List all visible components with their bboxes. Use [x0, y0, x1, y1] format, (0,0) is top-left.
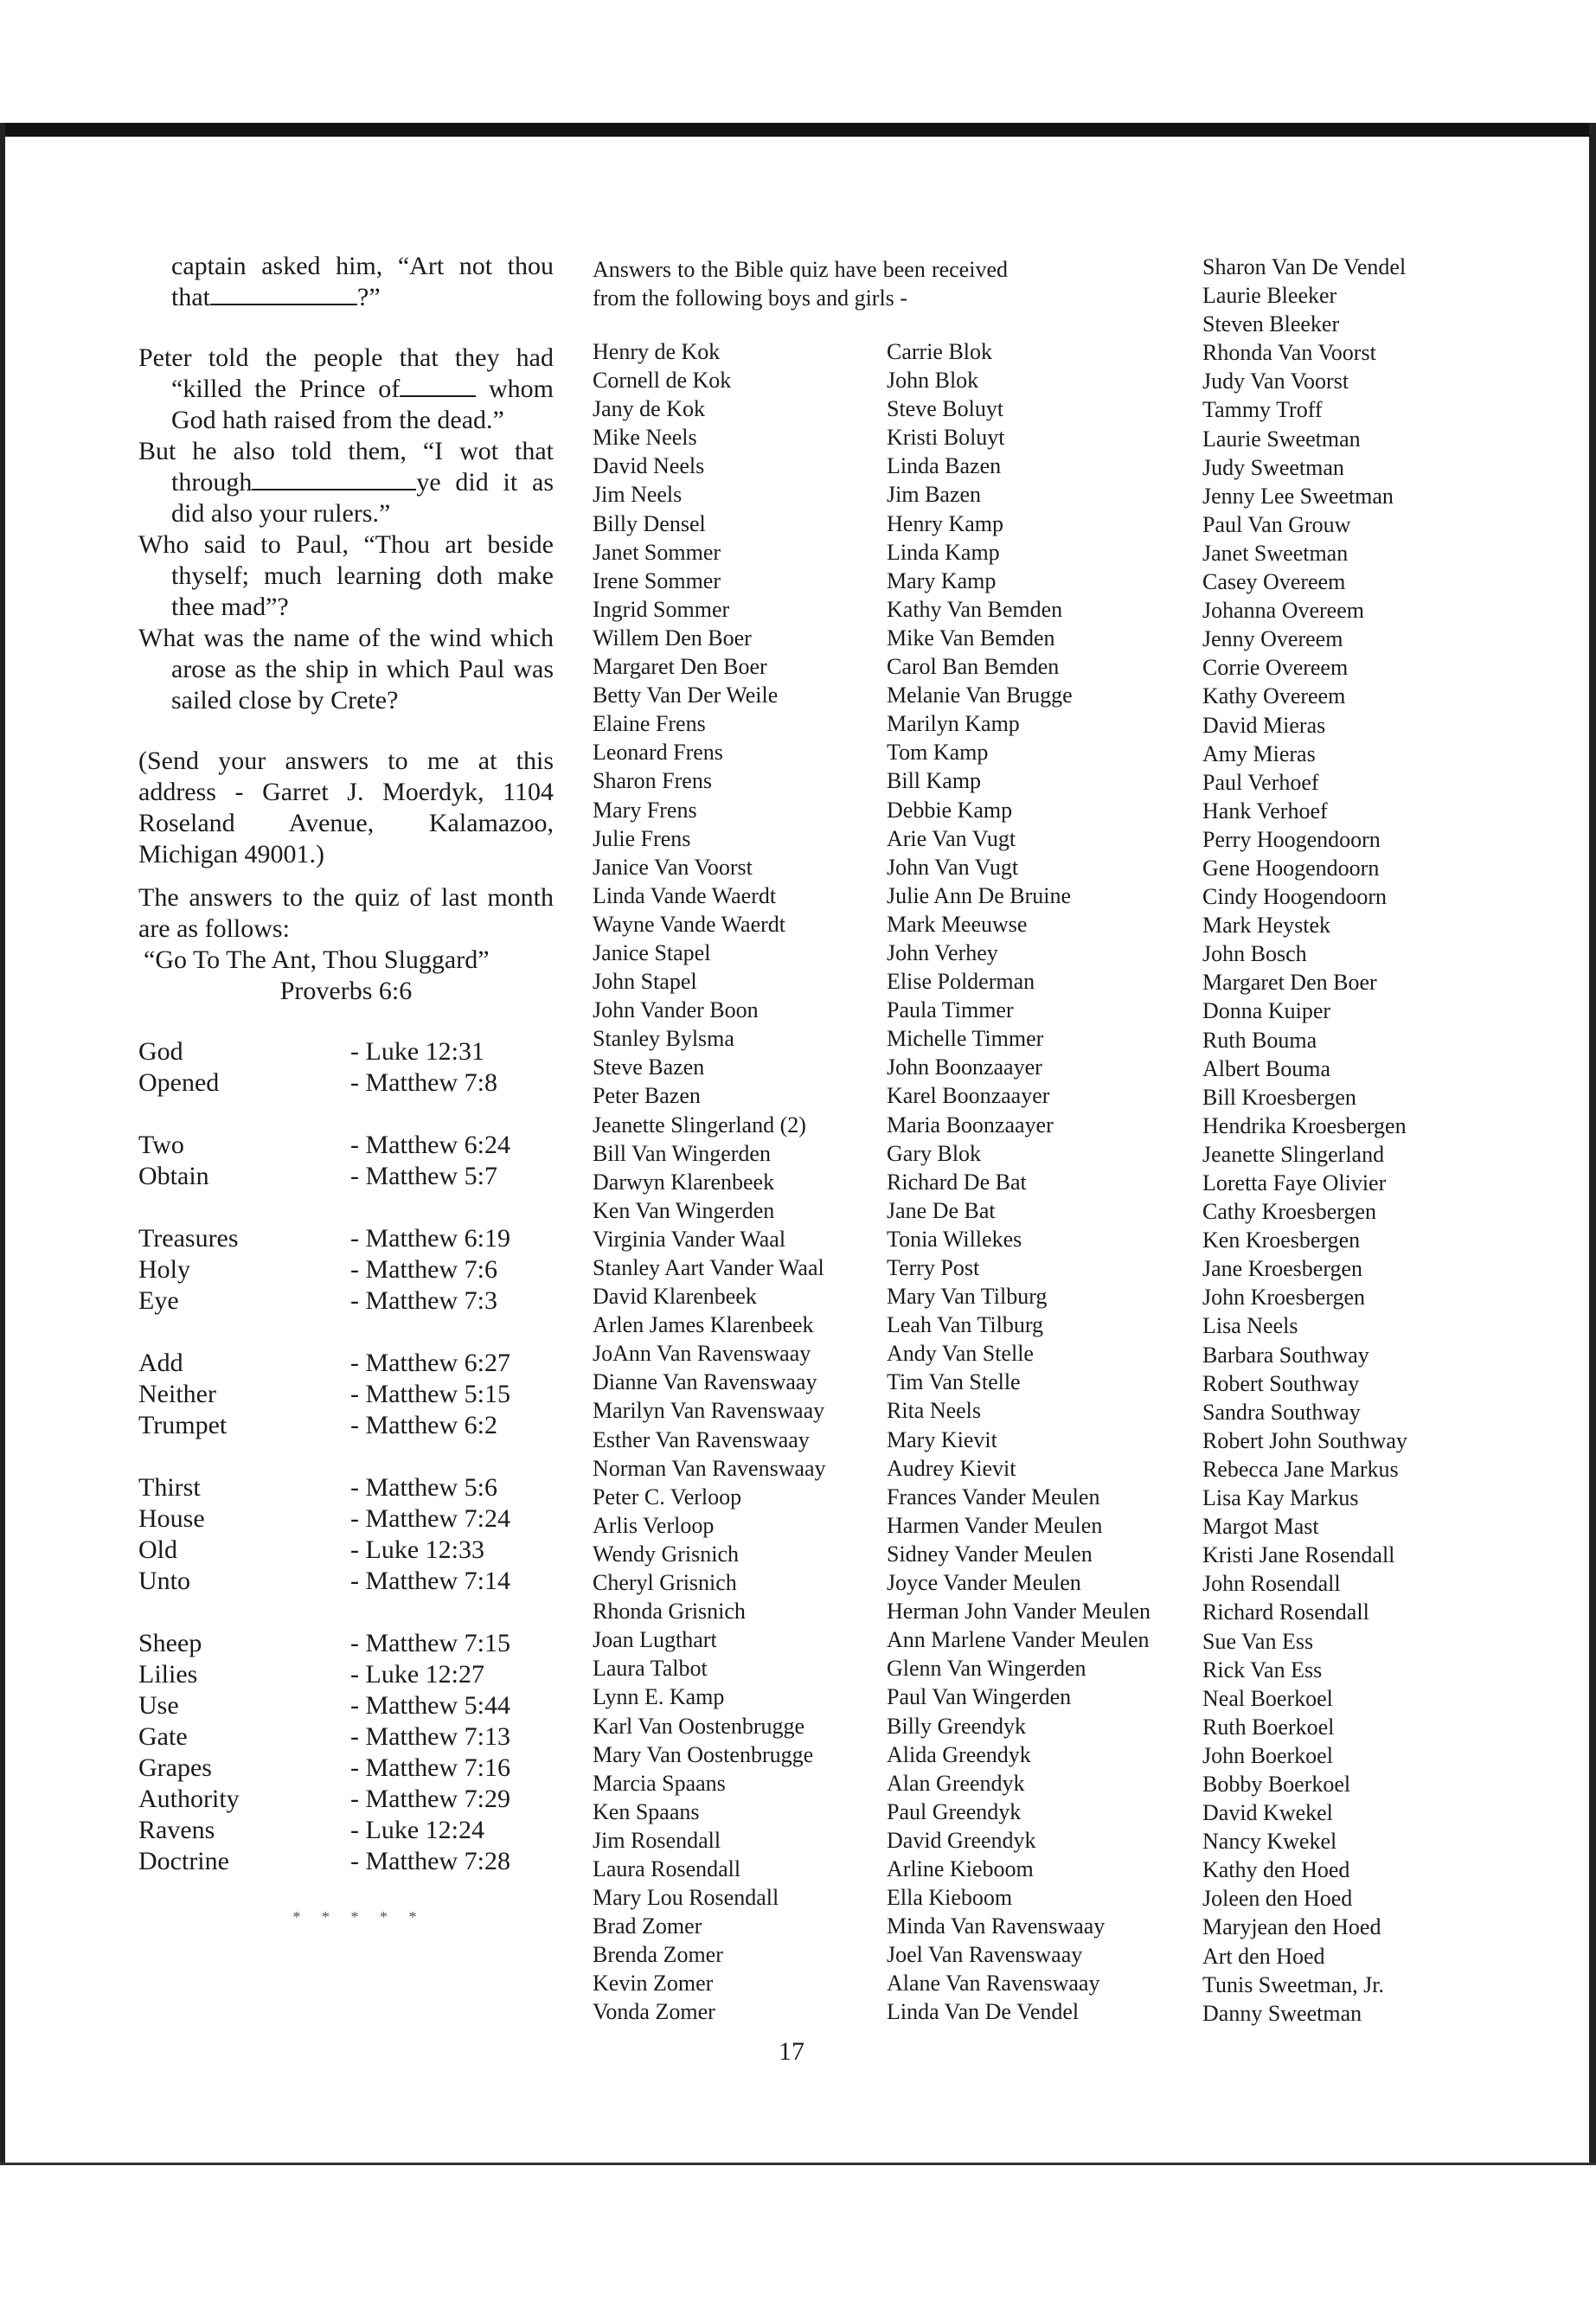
responder-name: Marilyn Kamp — [887, 711, 1020, 737]
responder-name: Joyce Vander Meulen — [887, 1570, 1081, 1596]
answer-row — [138, 1130, 554, 1161]
responder-name: Mary Van Tilburg — [887, 1284, 1048, 1310]
answer-word: Gate — [138, 1722, 188, 1751]
responder-name: Cathy Kroesbergen — [1202, 1199, 1376, 1225]
responder-name: Loretta Faye Olivier — [1202, 1170, 1387, 1195]
responder-name: Mary Kamp — [887, 567, 997, 593]
responder-name: John Stapel — [593, 969, 697, 995]
answer-blank — [252, 468, 416, 490]
responder-name: Corrie Overeem — [1202, 655, 1349, 681]
answer-word: Add — [138, 1349, 183, 1377]
responder-name: Ken Kroesbergen — [1202, 1227, 1361, 1253]
responder-name: Kathy Van Bemden — [887, 596, 1063, 622]
responder-name: John Rosendall — [1202, 1571, 1341, 1597]
responder-name: Leah Van Tilburg — [887, 1312, 1044, 1338]
responders-intro: Answers to the Bible quiz have been received from the following boys and girls - — [593, 257, 1008, 311]
responder-name: Tonia Willekes — [887, 1226, 1022, 1252]
answer-reference: - Matthew 7:28 — [350, 1847, 510, 1875]
responder-name: Rick Van Ess — [1202, 1657, 1323, 1682]
responder-name: Kristi Jane Rosendall — [1202, 1542, 1395, 1568]
answer-group — [138, 1348, 554, 1441]
responder-name: Melanie Van Brugge — [887, 683, 1073, 708]
responder-name: Laura Talbot — [593, 1656, 708, 1682]
responder-name: Harmen Vander Meulen — [887, 1512, 1103, 1538]
responder-name: John Kroesbergen — [1202, 1285, 1365, 1311]
responder-name: Linda Van De Vendel — [887, 1999, 1080, 2025]
responder-name: Jim Neels — [593, 482, 683, 508]
quiz-question-4: Who said to Paul, “Thou art beside thyself; much learning doth make thee mad”? — [138, 530, 554, 621]
quiz-question-2-end: whom God hath raised from the dead.” — [171, 375, 554, 434]
responder-name: Alan Greendyk — [887, 1770, 1025, 1796]
responder-name: Debbie Kamp — [887, 797, 1013, 823]
answer-reference: - Luke 12:33 — [350, 1535, 484, 1564]
responder-name: Lisa Kay Markus — [1202, 1485, 1359, 1511]
answer-row — [138, 1721, 554, 1753]
responder-name: Laurie Sweetman — [1202, 426, 1361, 452]
answer-reference: - Matthew 6:19 — [350, 1224, 510, 1253]
responder-name: Perry Hoogendoorn — [1202, 826, 1381, 852]
responder-name: Kristi Boluyt — [887, 425, 1005, 451]
responder-name: Rita Neels — [887, 1398, 982, 1424]
page-edge-right — [1589, 123, 1596, 2164]
responder-name: Ken Van Wingerden — [593, 1197, 775, 1223]
responder-name: Bobby Boerkoel — [1202, 1771, 1351, 1797]
responder-name: Maryjean den Hoed — [1202, 1914, 1381, 1940]
responder-name: Arie Van Vugt — [887, 825, 1016, 851]
quiz-question-3-end: ye did it as did also your rulers.” — [171, 468, 554, 528]
responder-name: Carrie Blok — [887, 339, 993, 364]
quiz-question-3-text: But he also told them, “I wot that through — [138, 437, 554, 497]
answer-reference: - Matthew 7:29 — [350, 1785, 510, 1813]
responder-name: Paul Van Grouw — [1202, 511, 1351, 537]
responder-name: Jane De Bat — [887, 1197, 996, 1223]
answer-row — [138, 1410, 554, 1441]
page-edge-left — [0, 123, 5, 2164]
answer-blank — [210, 283, 357, 305]
responder-name: Norman Van Ravenswaay — [593, 1455, 826, 1481]
responder-name: Carol Ban Bemden — [887, 654, 1060, 680]
responder-name: Bill Van Wingerden — [593, 1140, 771, 1166]
responder-name: Gary Blok — [887, 1140, 982, 1166]
responder-name: Minda Van Ravenswaay — [887, 1913, 1106, 1939]
responder-name: Maria Boonzaayer — [887, 1112, 1054, 1138]
responder-name: Julie Frens — [593, 825, 691, 851]
answer-reference: - Matthew 7:6 — [350, 1255, 497, 1284]
responder-name: Mary Kievit — [887, 1426, 997, 1452]
answer-reference: - Luke 12:31 — [350, 1037, 484, 1066]
responder-name: JoAnn Van Ravenswaay — [593, 1341, 811, 1367]
answer-row — [138, 1690, 554, 1721]
responder-name: Ruth Bouma — [1202, 1027, 1317, 1053]
answer-blank — [400, 375, 476, 397]
responder-name: Mark Heystek — [1202, 913, 1331, 939]
answer-row — [138, 1503, 554, 1535]
responder-name: Rhonda Van Voorst — [1202, 340, 1376, 366]
answer-row — [138, 1472, 554, 1503]
responder-name: Robert Southway — [1202, 1370, 1360, 1396]
answer-word: Sheep — [138, 1629, 202, 1657]
answer-reference: - Matthew 6:24 — [350, 1131, 510, 1159]
quiz-question-3 — [138, 436, 554, 529]
responder-name: Ingrid Sommer — [593, 596, 730, 622]
answer-word: Eye — [138, 1286, 179, 1315]
responder-name: Sharon Van De Vendel — [1202, 254, 1407, 279]
quiz-question-1 — [138, 251, 554, 313]
answer-group — [138, 1130, 554, 1192]
responder-name: Jim Rosendall — [593, 1827, 721, 1853]
responder-name: Johanna Overeem — [1202, 598, 1364, 624]
responder-name: David Klarenbeek — [593, 1284, 757, 1310]
responder-name: Paul Van Wingerden — [887, 1684, 1072, 1710]
responder-name: Ella Kieboom — [887, 1885, 1013, 1911]
answer-word: Obtain — [138, 1162, 209, 1190]
responder-name: Richard De Bat — [887, 1169, 1027, 1195]
answer-row — [138, 1254, 554, 1285]
answer-reference: - Matthew 7:24 — [350, 1504, 510, 1533]
responder-name: Margaret Den Boer — [593, 654, 767, 680]
answer-reference: - Matthew 7:3 — [350, 1286, 497, 1315]
answer-reference: - Luke 12:24 — [350, 1816, 484, 1844]
responder-name: Mike Van Bemden — [887, 625, 1055, 651]
responder-name: Casey Overeem — [1202, 569, 1346, 595]
responder-name: Janet Sommer — [593, 539, 721, 565]
responder-name: Marilyn Van Ravenswaay — [593, 1398, 825, 1424]
responder-name: Sue Van Ess — [1202, 1628, 1314, 1654]
responder-name: Jeanette Slingerland (2) — [593, 1112, 806, 1138]
responder-name: Mary Frens — [593, 797, 697, 823]
responder-name: Laura Rosendall — [593, 1856, 741, 1881]
responder-name: Mary Lou Rosendall — [593, 1885, 779, 1911]
responder-name: Julie Ann De Bruine — [887, 882, 1072, 908]
responder-name: Rebecca Jane Markus — [1202, 1456, 1399, 1482]
responder-name: Paula Timmer — [887, 997, 1014, 1023]
answer-reference: - Matthew 7:15 — [350, 1629, 510, 1657]
responder-name: Bill Kroesbergen — [1202, 1084, 1356, 1110]
answer-group — [138, 1223, 554, 1317]
responder-name: John Blok — [887, 368, 979, 394]
responder-name: Amy Mieras — [1202, 740, 1316, 766]
responder-name: Tunis Sweetman, Jr. — [1202, 1971, 1384, 1997]
responder-name: Brad Zomer — [593, 1913, 702, 1939]
answer-row — [138, 1348, 554, 1379]
responder-name: Kathy den Hoed — [1202, 1857, 1350, 1883]
responder-name: Ken Spaans — [593, 1798, 700, 1824]
responder-name: Richard Rosendall — [1202, 1599, 1369, 1625]
answer-reference: - Matthew 7:14 — [350, 1567, 510, 1595]
responder-name: David Kwekel — [1202, 1800, 1333, 1826]
responder-name: Irene Sommer — [593, 567, 721, 593]
quiz-question-1-text: captain asked him, “Art not thou that — [171, 252, 554, 311]
responder-name: Willem Den Boer — [593, 625, 752, 651]
responder-name: Jany de Kok — [593, 396, 705, 422]
responder-name: Jim Bazen — [887, 482, 982, 508]
responder-name: John Van Vugt — [887, 854, 1019, 880]
answer-word: Doctrine — [138, 1847, 229, 1875]
answer-reference: - Matthew 7:13 — [350, 1722, 510, 1751]
responder-name: Frances Vander Meulen — [887, 1484, 1100, 1509]
answer-word: Unto — [138, 1567, 190, 1595]
responder-name: Michelle Timmer — [887, 1026, 1044, 1052]
responder-name: Linda Bazen — [887, 453, 1002, 479]
responder-name: Janet Sweetman — [1202, 540, 1349, 566]
responder-name: John Vander Boon — [593, 997, 759, 1023]
answer-word: Old — [138, 1535, 177, 1564]
responder-name: Billy Densel — [593, 510, 706, 536]
responder-name: Arlis Verloop — [593, 1512, 715, 1538]
responder-name: Karel Boonzaayer — [887, 1083, 1050, 1109]
responder-name: Jane Kroesbergen — [1202, 1256, 1363, 1282]
responder-name: Joleen den Hoed — [1202, 1886, 1353, 1912]
responder-name: Paul Verhoef — [1202, 769, 1319, 795]
answer-row — [138, 1535, 554, 1566]
responder-name: Joan Lugthart — [593, 1627, 717, 1653]
responder-name: Stanley Aart Vander Waal — [593, 1255, 824, 1280]
responder-name: Janice Stapel — [593, 939, 711, 965]
responder-name: Linda Kamp — [887, 539, 1000, 565]
responder-name: Herman John Vander Meulen — [887, 1599, 1151, 1625]
quiz-column — [138, 251, 554, 1926]
responder-name: Mike Neels — [593, 425, 697, 451]
quiz-question-5: What was the name of the wind which arose as the ship in which Paul was sailed close by Crete? — [138, 624, 554, 715]
responder-name: Robert John Southway — [1202, 1427, 1407, 1453]
responder-name: Jenny Overeem — [1202, 626, 1343, 652]
answer-word: House — [138, 1504, 205, 1533]
responder-name: Margaret Den Boer — [1202, 970, 1377, 996]
section-divider-stars: * * * * * — [292, 1908, 426, 1926]
responder-name: Henry Kamp — [887, 510, 1004, 536]
responder-name: Darwyn Klarenbeek — [593, 1169, 775, 1195]
responder-name: Glenn Van Wingerden — [887, 1656, 1086, 1682]
answer-word: Authority — [138, 1785, 240, 1813]
answer-row — [138, 1223, 554, 1254]
responder-name: Steve Bazen — [593, 1054, 705, 1080]
responder-name: Bill Kamp — [887, 768, 982, 794]
answer-reference: - Matthew 6:2 — [350, 1411, 497, 1439]
responder-name: Laurie Bleeker — [1202, 283, 1337, 309]
responder-name: Wayne Vande Waerdt — [593, 911, 785, 937]
answer-word: Holy — [138, 1255, 190, 1284]
answer-row — [138, 1036, 554, 1067]
responder-name: Marcia Spaans — [593, 1770, 726, 1796]
quiz-question-1-end: ?” — [357, 283, 381, 311]
answer-row — [138, 1379, 554, 1410]
responder-name: Gene Hoogendoorn — [1202, 855, 1380, 881]
page-edge-bottom — [0, 2163, 1596, 2165]
answer-row — [138, 1628, 554, 1659]
page-number: 17 — [779, 2037, 804, 2066]
responder-name: John Bosch — [1202, 941, 1307, 967]
responder-name: Ann Marlene Vander Meulen — [887, 1627, 1150, 1653]
responder-name: Cornell de Kok — [593, 368, 732, 394]
responder-name: Linda Vande Waerdt — [593, 882, 777, 908]
answer-reference: - Matthew 7:16 — [350, 1753, 510, 1782]
responder-name: Elise Polderman — [887, 969, 1035, 995]
responder-name: Betty Van Der Weile — [593, 683, 779, 708]
names-column-2 — [887, 337, 1198, 2027]
answer-reference: - Matthew 5:15 — [350, 1380, 510, 1408]
responder-name: John Boonzaayer — [887, 1054, 1042, 1080]
responder-name: Peter Bazen — [593, 1083, 701, 1109]
answer-row — [138, 1753, 554, 1784]
responder-name: Lynn E. Kamp — [593, 1684, 725, 1710]
quiz-question-2-text: Peter told the people that they had “killed the Prince of — [138, 343, 554, 403]
send-answers-note: (Send your answers to me at this address - Garret J. Moerdyk, 1104 Roseland Avenue, Kalamazoo, Michigan 49001.) — [138, 747, 554, 868]
responder-name: Andy Van Stelle — [887, 1341, 1034, 1367]
answer-reference: - Matthew 5:7 — [350, 1162, 497, 1190]
responder-name: Judy Sweetman — [1202, 454, 1344, 480]
responder-name: Rhonda Grisnich — [593, 1599, 746, 1625]
answer-group — [138, 1628, 554, 1877]
answer-word: Opened — [138, 1068, 220, 1097]
answer-reference: - Matthew 5:6 — [350, 1473, 497, 1502]
responder-name: Sidney Vander Meulen — [887, 1541, 1093, 1567]
responder-name: Tim Van Stelle — [887, 1369, 1021, 1395]
responder-name: Peter C. Verloop — [593, 1484, 742, 1509]
answer-group — [138, 1472, 554, 1597]
proverbs-reference: Proverbs 6:6 — [279, 977, 413, 1005]
answer-word: Grapes — [138, 1753, 212, 1782]
answer-word: Treasures — [138, 1224, 239, 1253]
responder-name: Jenny Lee Sweetman — [1202, 483, 1394, 509]
responder-name: Brenda Zomer — [593, 1942, 723, 1968]
responder-name: John Verhey — [887, 939, 998, 965]
responder-name: Albert Bouma — [1202, 1055, 1331, 1081]
answer-reference: - Matthew 5:44 — [350, 1691, 510, 1720]
responder-name: Leonard Frens — [593, 740, 723, 766]
responder-name: Mary Van Oostenbrugge — [593, 1741, 814, 1767]
responder-name: David Neels — [593, 453, 705, 479]
quiz-question-2 — [138, 343, 554, 436]
responder-name: Steve Boluyt — [887, 396, 1004, 422]
answer-word: Thirst — [138, 1473, 201, 1502]
responder-name: Kevin Zomer — [593, 1971, 714, 1997]
responder-name: Jeanette Slingerland — [1202, 1141, 1385, 1167]
responder-name: Sandra Southway — [1202, 1399, 1361, 1425]
responder-name: Danny Sweetman — [1202, 2000, 1362, 2026]
responder-name: Steven Bleeker — [1202, 311, 1340, 337]
answer-group — [138, 1036, 554, 1099]
answer-word: Lilies — [138, 1660, 198, 1689]
responder-name: Virginia Vander Waal — [593, 1226, 786, 1252]
answer-list — [138, 1036, 554, 1877]
answer-word: God — [138, 1037, 183, 1066]
responder-name: Dianne Van Ravenswaay — [593, 1369, 817, 1395]
responder-name: Audrey Kievit — [887, 1455, 1016, 1481]
answer-row — [138, 1161, 554, 1192]
responder-name: Henry de Kok — [593, 339, 721, 364]
responder-name: Alane Van Ravenswaay — [887, 1971, 1100, 1997]
responder-name: Cindy Hoogendoorn — [1202, 884, 1388, 910]
responder-name: Karl Van Oostenbrugge — [593, 1713, 805, 1739]
page-edge-top — [0, 123, 1596, 137]
answer-row — [138, 1285, 554, 1317]
responder-name: Sharon Frens — [593, 768, 712, 794]
answer-row — [138, 1784, 554, 1815]
answer-reference: - Matthew 7:8 — [350, 1068, 497, 1097]
quiz-title: “Go To The Ant, Thou Sluggard” — [144, 945, 490, 974]
responder-name: Tom Kamp — [887, 740, 989, 766]
answer-word: Ravens — [138, 1816, 215, 1844]
responder-name: Stanley Bylsma — [593, 1026, 734, 1052]
answer-word: Use — [138, 1691, 179, 1720]
responder-name: Hendrika Kroesbergen — [1202, 1112, 1407, 1138]
responder-name: Margot Mast — [1202, 1514, 1319, 1540]
responder-name: Mark Meeuwse — [887, 911, 1028, 937]
responder-name: Vonda Zomer — [593, 1999, 715, 2025]
answer-row — [138, 1067, 554, 1099]
responder-name: Ruth Boerkoel — [1202, 1714, 1335, 1740]
responder-name: Cheryl Grisnich — [593, 1570, 737, 1596]
answer-row — [138, 1815, 554, 1846]
responder-name: John Boerkoel — [1202, 1742, 1333, 1768]
responder-name: Hank Verhoef — [1202, 798, 1328, 824]
responder-name: Lisa Neels — [1202, 1313, 1298, 1339]
answer-row — [138, 1846, 554, 1877]
answer-row — [138, 1566, 554, 1597]
responder-name: Alida Greendyk — [887, 1741, 1031, 1767]
responder-name: Barbara Southway — [1202, 1342, 1369, 1368]
names-column-3 — [1202, 253, 1566, 2028]
answer-word: Neither — [138, 1380, 216, 1408]
responder-name: Nancy Kwekel — [1202, 1829, 1337, 1855]
responder-name: Kathy Overeem — [1202, 683, 1346, 709]
responder-name: Wendy Grisnich — [593, 1541, 740, 1567]
responder-name: Arline Kieboom — [887, 1856, 1034, 1881]
responder-name: Paul Greendyk — [887, 1798, 1022, 1824]
answer-word: Trumpet — [138, 1411, 228, 1439]
responder-name: Judy Van Voorst — [1202, 369, 1349, 394]
answer-reference: - Luke 12:27 — [350, 1660, 484, 1689]
answer-reference: - Matthew 6:27 — [350, 1349, 510, 1377]
responder-name: Terry Post — [887, 1255, 980, 1280]
answer-row — [138, 1659, 554, 1690]
responder-name: Art den Hoed — [1202, 1943, 1325, 1969]
responder-name: Arlen James Klarenbeek — [593, 1312, 814, 1338]
responder-name: David Mieras — [1202, 712, 1326, 738]
answer-word: Two — [138, 1131, 184, 1159]
responder-name: Billy Greendyk — [887, 1713, 1027, 1739]
responder-name: Joel Van Ravenswaay — [887, 1942, 1083, 1968]
responder-name: Esther Van Ravenswaay — [593, 1426, 810, 1452]
responder-name: Donna Kuiper — [1202, 998, 1331, 1024]
responder-name: Janice Van Voorst — [593, 854, 753, 880]
responder-name: Neal Boerkoel — [1202, 1685, 1333, 1711]
responder-name: Tammy Troff — [1202, 397, 1323, 423]
last-month-intro: The answers to the quiz of last month are as follows: — [138, 883, 554, 943]
names-column-1 — [593, 337, 878, 2027]
responder-name: Elaine Frens — [593, 711, 706, 737]
responder-name: David Greendyk — [887, 1827, 1036, 1853]
